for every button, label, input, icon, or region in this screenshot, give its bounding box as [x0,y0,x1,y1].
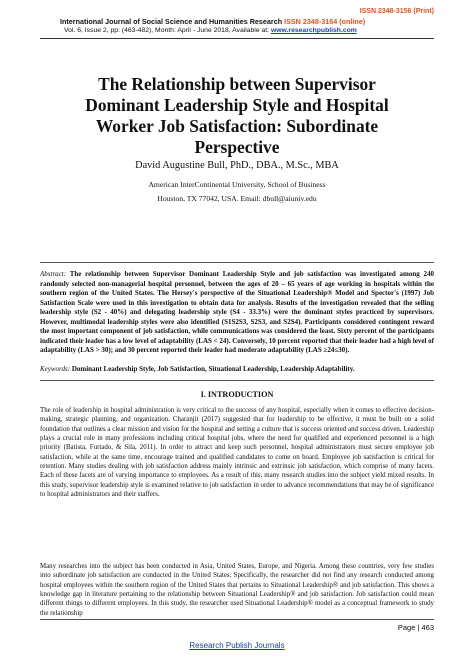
author-address: Houston, TX 77042, USA. Email: dbull@aiuniv.edu [157,194,317,203]
title-line: Dominant Leadership Style and Hospital [85,95,389,115]
abstract-label: Abstract: [40,270,67,278]
issn-print: ISSN 2348-3156 (Print) [359,8,434,15]
title-line: The Relationship between Supervisor [98,74,376,94]
volume-line [64,27,446,34]
keywords-label: Keywords: [40,365,71,373]
title-line: Worker Job Satisfaction: Subordinate [95,116,379,136]
journal-header-line [60,17,446,26]
footer-divider [40,619,434,620]
author-affiliation: American InterContinental University, School of Business [148,180,326,189]
keywords [40,365,434,373]
issn-online: ISSN 2348-3164 (online) [284,17,366,26]
abstract [40,270,434,356]
publisher-link[interactable]: Research Publish Journals [189,641,285,650]
journal-name: International Journal of Social Science and Humanities Research [60,17,283,26]
header-divider [40,38,434,39]
abstract-top-divider [40,262,434,263]
page-number: Page | 463 [397,623,434,632]
keywords-text: Dominant Leadership Style, Job Satisfaction, Situational Leadership, Leadership Adaptability. [71,365,355,373]
author-name: David Augustine Bull, PhD., DBA., M.Sc., MBA [135,160,339,171]
body-paragraph: Many researches into the subject has been conducted in Asia, United States, Europe, and Nigeria. Among these countries, very few studies into subordinate job satisfaction are conducted in the United States. Specifically, the researcher did not find any research conducted among hospital employees within the southern region of the United States that pertains to Situational Leadership® and job satisfaction. This shows a knowledge gap in literature pertaining to the relationship between Situational Leadership® and job satisfaction. Job satisfaction could mean different things to different employees. In this study, the researcher used Situational Leadership® model as a conceptual framework to study the relationship [40,563,434,617]
volume-info: Vol. 6, Issue 2, pp: (463-482), Month: April - June 2018, Available at: [64,27,270,34]
paper-title [40,74,434,158]
title-line: Perspective [194,137,280,157]
abstract-bottom-divider [40,380,434,381]
journal-website-link[interactable]: www.researchpublish.com [270,27,357,34]
section-heading: I. INTRODUCTION [200,390,274,399]
abstract-text: The relationship between Supervisor Dominant Leadership Style and job satisfaction was investigated among 240 randomly selected non-managerial hospital personnel, between the ages of 20 – 65 years of age working in hospitals within the southern region of the United States. The Hersey's perspective of the Situational Leadership® Model and Spector's (1997) Job Satisfaction Scale were used in this investigation to obtain data for analysis. Results of the investigation revealed that the selling leadership style (S2 - 40%) and delegating leadership style (S4 - 33.3%) were the dominant styles practiced by supervisors. However, multimodal leadership styles were also identified (S1S2S3, S2S3, and S2S4). Participants considered contingent reward the most important component of job satisfaction, while communications was considered the least. Sixty percent of the participants indicated their leader has a low level of adaptability (LAS < 24). Conversely, 10 percent reported that their leader had a high level of adaptability (LAS > 30); and 30 percent reported their leader had moderate adaptability (LAS ≥24≤30). [40,270,434,355]
body-paragraph: The role of leadership in hospital administration is very critical to the success of any hospital, especially when it comes to effective decision-making, strategic planning, and organization. Charanjit (2017) suggested that for leadership to be effective, it must be built on a solid foundation that outlines a clear mission and vision for the hospital and setting a culture that is success oriented and success driven. Leadership plays a crucial role in many professions including critical hospital jobs, where the need for qualified and experienced personnel is a high priority (Batista, Furtado, & Sila, 2011). In order to attract and keep such personnel, hospital administrators must secure employee job satisfaction, while at the same time, encourage trained and qualified candidates to come on board. Employee job satisfaction is critical for retention. Many studies dealing with job satisfaction address mainly intrinsic and extrinsic job satisfaction, which comprise of many facets. Each of these facets are of varying importance to employees. As a result of this, many research studies into the subject yield mixed results. In this study, supervisor leadership style is examined relative to job satisfaction in order to advance recommendations that may be of significance to hospital administrators and their staffers. [40,407,434,499]
